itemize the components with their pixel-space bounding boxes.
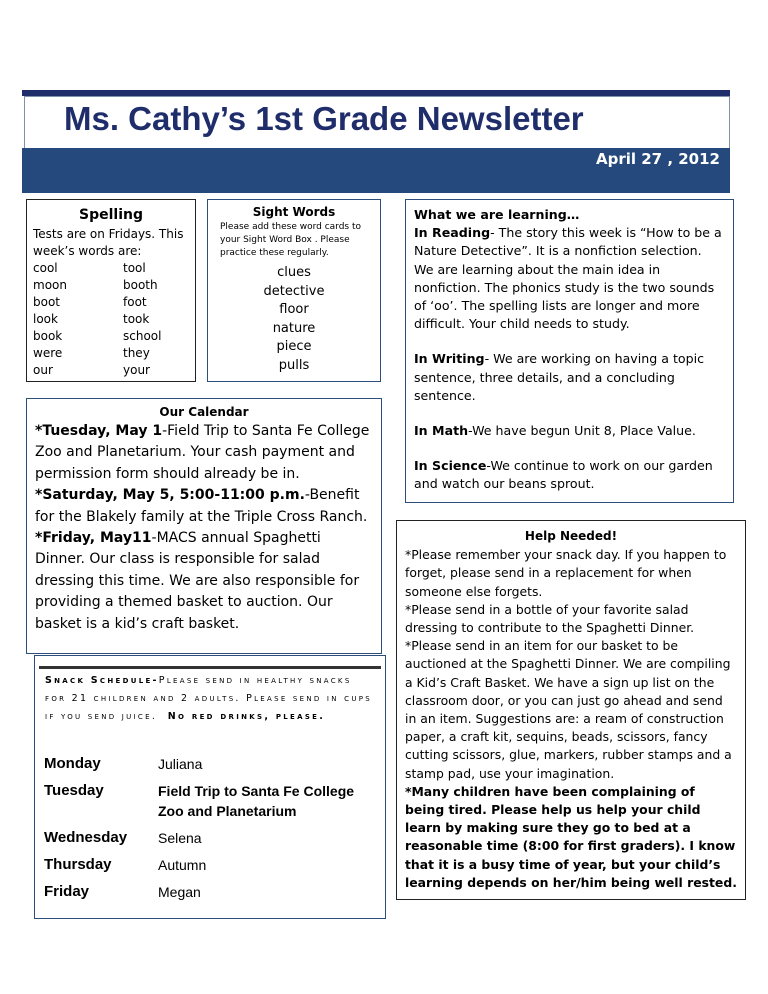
table-row — [44, 828, 358, 855]
sight-word: nature — [272, 320, 316, 336]
spelling-intro: Tests are on Fridays. This week’s words are: — [33, 227, 184, 258]
help-title: Help Needed! — [524, 529, 618, 543]
help-item: *Please remember your snack day. If you happen to forget, please send in a replacement for when someone else forgets. — [405, 547, 727, 599]
help-item: *Many children have been complaining of being tired. Please help us help your child learn by making sure they go to bed at a reasonable time (8:00 for first graders). I know that it is a busy time of year, but your child’s learning depends on her/him being well rested. — [405, 783, 737, 890]
spelling-word: foot — [123, 295, 147, 309]
snack-schedule-box — [34, 655, 386, 919]
snack-day: Monday — [44, 755, 101, 772]
event-date: *Friday, May11 — [35, 530, 152, 547]
sight-words-note: Please add these word cards to your Sight Word Box . Please practice these regularly. — [220, 222, 362, 258]
event-date: *Saturday, May 5, 5:00-11:00 p.m. — [35, 487, 305, 504]
spelling-word: they — [123, 346, 150, 360]
spelling-box — [26, 199, 196, 382]
spelling-word: cool — [33, 261, 58, 275]
snack-intro-text: Please send in healthy snacks for 21 children and 2 adults. Please send in cups if you send juice. — [45, 675, 373, 722]
sight-word: pulls — [278, 357, 310, 373]
sight-words-title: Sight Words — [252, 205, 336, 219]
reading-label: In Reading — [414, 225, 491, 241]
spelling-word: tool — [123, 261, 146, 275]
spelling-word: moon — [33, 278, 67, 292]
science-text: -We continue to work on our garden and watch our beans sprout. — [414, 458, 713, 492]
snack-person: Autumn — [158, 857, 207, 873]
spelling-title: Spelling — [79, 207, 143, 223]
event-text: -MACS annual Spaghetti Dinner. Our class is responsible for salad dressing this time. We are also responsible for providing a themed basket to auction. Our basket is a kid’s craft basket. — [35, 530, 360, 632]
snack-table — [44, 754, 358, 909]
spelling-word: school — [123, 329, 162, 343]
snack-day: Thursday — [44, 856, 112, 873]
writing-label: In Writing — [414, 351, 485, 367]
help-needed-box — [396, 520, 746, 900]
table-row — [44, 855, 358, 882]
snack-person: Selena — [158, 830, 202, 846]
spelling-word: book — [33, 329, 63, 343]
snack-heading: Snack Schedule- — [45, 675, 159, 686]
snack-person: Megan — [158, 884, 201, 900]
snack-intro — [45, 672, 375, 726]
snack-person: Juliana — [158, 756, 203, 772]
learning-title: What we are learning… — [414, 207, 580, 222]
snack-intro-warning: No red drinks, please. — [167, 711, 326, 722]
event-text: -Field Trip to Santa Fe College Zoo and Planetarium. Your cash payment and permission form should already be in. — [35, 423, 370, 482]
event-text: -Benefit for the Blakely family at the Triple Cross Ranch. — [35, 487, 368, 525]
spelling-word: took — [123, 312, 150, 326]
table-row — [44, 882, 358, 909]
sight-words-box — [207, 199, 381, 382]
sight-word: piece — [276, 339, 312, 354]
newsletter-title: Ms. Cathy’s 1st Grade Newsletter — [64, 100, 584, 137]
sight-word: detective — [263, 283, 325, 299]
writing-text: - We are working on having a topic sentence, three details, and a concluding sentence. — [414, 351, 704, 403]
newsletter-date: April 27 , 2012 — [595, 150, 720, 168]
science-label: In Science — [414, 458, 487, 474]
spelling-word: boot — [33, 295, 61, 309]
event-date: *Tuesday, May 1 — [35, 423, 163, 439]
snack-day: Friday — [44, 883, 90, 900]
spelling-word: your — [123, 363, 150, 377]
table-row — [44, 754, 358, 781]
spelling-word: booth — [123, 278, 158, 292]
math-text: -We have begun Unit 8, Place Value. — [468, 423, 696, 439]
sight-word: floor — [279, 302, 309, 317]
spelling-word: our — [33, 363, 53, 377]
snack-day: Wednesday — [44, 829, 128, 846]
math-label: In Math — [414, 423, 469, 439]
learning-box — [405, 199, 734, 503]
table-row — [44, 781, 358, 828]
sight-word: clues — [277, 265, 311, 280]
snack-top-rule — [39, 666, 381, 669]
calendar-events — [35, 421, 373, 635]
spelling-word: look — [33, 312, 58, 326]
snack-person: Field Trip to Santa Fe College Zoo and Planetarium — [158, 783, 355, 819]
calendar-title: Our Calendar — [159, 405, 249, 419]
snack-day: Tuesday — [44, 782, 104, 799]
help-item: *Please send in an item for our basket to be auctioned at the Spaghetti Dinner. We are compiling a Kid’s Craft Basket. We have a sign up list on the classroom door, or you can just go ahead and send in an item. Suggestions are: a ream of construction paper, a craft kit, sequins, beads, scissors, fancy cutting scissors, glue, markers, rubber stamps and a stamp pad, use your imagination. — [405, 638, 732, 781]
help-item: *Please send in a bottle of your favorite salad dressing to contribute to the Spaghetti Dinner. — [405, 601, 695, 636]
calendar-box — [26, 398, 382, 654]
spelling-word: were — [33, 346, 63, 360]
reading-text: - The story this week is “How to be a Nature Detective”. It is a nonfiction selection. We are learning about the main idea in nonfiction. The phonics study is the two sounds of ‘oo’. The spelling lists are longer and more difficult. Your child needs to study. — [414, 225, 722, 332]
spelling-word-list — [33, 260, 189, 379]
